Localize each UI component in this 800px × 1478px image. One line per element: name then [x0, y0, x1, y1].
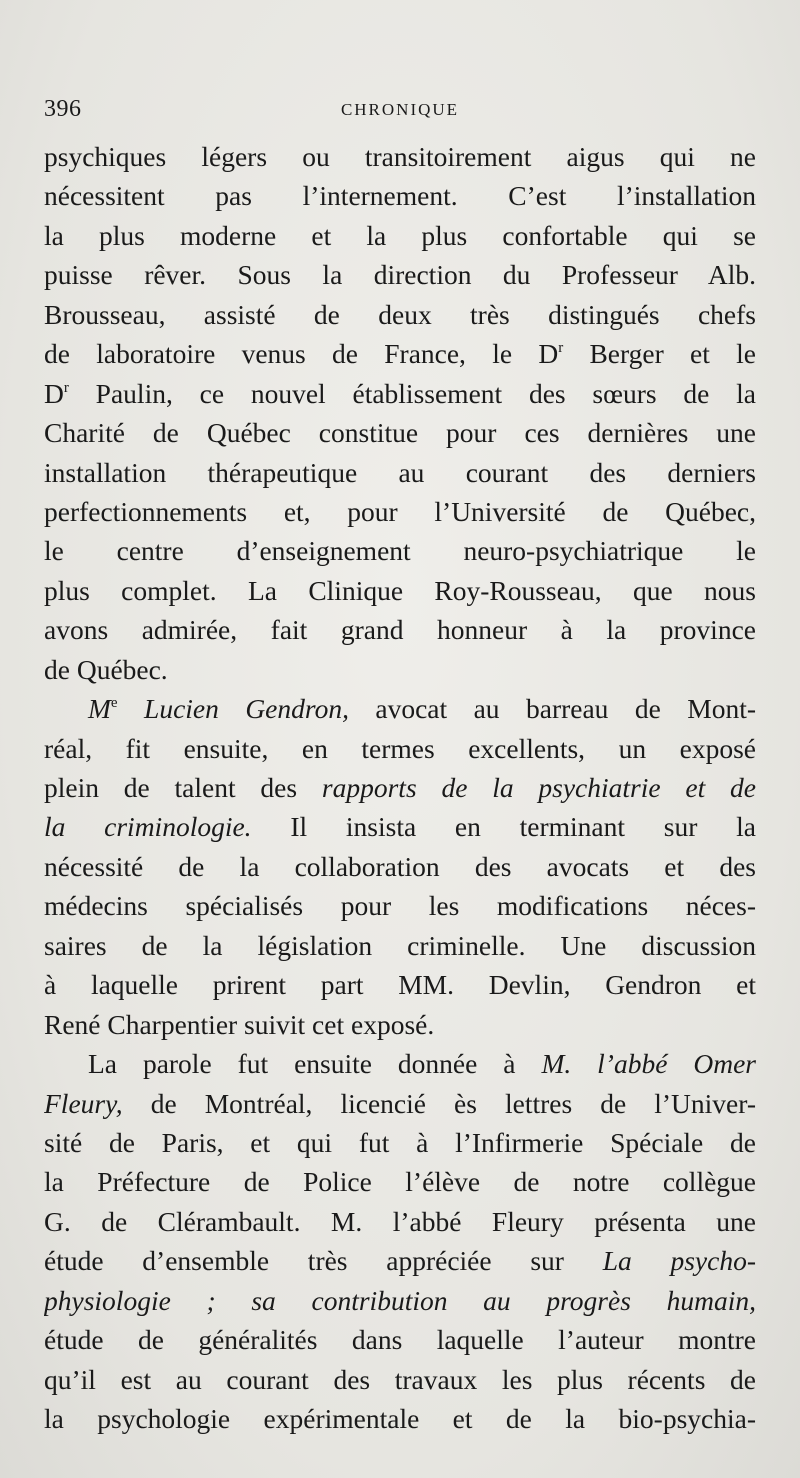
text-line: psychiques légers ou transitoirement aigus qui ne — [44, 141, 756, 172]
text-line: plus complet. La Clinique Roy-Rousseau, que nous — [44, 574, 756, 606]
text-line: La parole fut ensuite donnée à M. l’abbé Omer — [88, 1048, 756, 1080]
text-line: René Charpentier suivit cet exposé. — [44, 1008, 435, 1040]
text-line: Fleury, de Montréal, licencié ès lettres de l’Univer- — [44, 1087, 756, 1119]
text-line: étude d’ensemble très appréciée sur La psycho- — [44, 1245, 756, 1277]
text-line: Brousseau, assisté de deux très distingués chefs — [44, 298, 756, 330]
text-line: Me Lucien Gendron, avocat au barreau de Mont- — [88, 693, 756, 725]
text-line: la plus moderne et la plus confortable qui se — [44, 219, 756, 251]
text-line: avons admirée, fait grand honneur à la province — [44, 614, 756, 646]
text-line: nécessité de la collaboration des avocats et des — [44, 850, 756, 882]
text-line: qu’il est au courant des travaux les plus récents de — [44, 1363, 756, 1395]
text-line: le centre d’enseignement neuro-psychiatrique le — [44, 535, 756, 567]
text-line: médecins spécialisés pour les modifications néces- — [44, 890, 756, 922]
text-line: à laquelle prirent part MM. Devlin, Gendron et — [44, 969, 756, 1001]
text-line: de Québec. — [44, 653, 168, 685]
running-title: CHRONIQUE — [340, 100, 460, 119]
running-head — [44, 96, 756, 126]
page-number: 396 — [44, 96, 82, 122]
text-line: physiologie ; sa contribution au progrès humain, — [44, 1284, 756, 1316]
text-line: $D^r$ Paulin, ce nouvel établissement des sœurs de la — [44, 377, 756, 409]
text-line: la Préfecture de Police l’élève de notre collègue — [44, 1166, 756, 1198]
text-line: sité de Paris, et qui fut à l’Infirmerie Spéciale de — [44, 1126, 756, 1158]
text-line: perfectionnements et, pour l’Université de Québec, — [44, 495, 756, 527]
text-line: la psychologie expérimentale et de la bio-psychia- — [44, 1403, 756, 1434]
text-line: installation thérapeutique au courant des derniers — [44, 456, 756, 488]
text-line: nécessitent pas l’internement. C’est l’installation — [44, 180, 756, 212]
text-line: la criminologie. Il insista en terminant sur la — [44, 811, 756, 843]
text-line: G. de Clérambault. M. l’abbé Fleury présenta une — [44, 1205, 756, 1237]
text-line: plein de talent des rapports de la psychiatrie et de — [44, 772, 756, 803]
text-line: étude de généralités dans laquelle l’auteur montre — [44, 1324, 756, 1356]
text-line: Charité de Québec constitue pour ces dernières une — [44, 417, 756, 449]
text-line: saires de la législation criminelle. Une discussion — [44, 929, 756, 961]
text-line: réal, fit ensuite, en termes excellents, un exposé — [44, 732, 756, 764]
text-line: de laboratoire venus de France, le $D^r$ Berger et le — [44, 338, 756, 370]
body-text — [44, 137, 756, 1438]
text-line: puisse rêver. Sous la direction du Professeur Alb. — [44, 259, 756, 291]
